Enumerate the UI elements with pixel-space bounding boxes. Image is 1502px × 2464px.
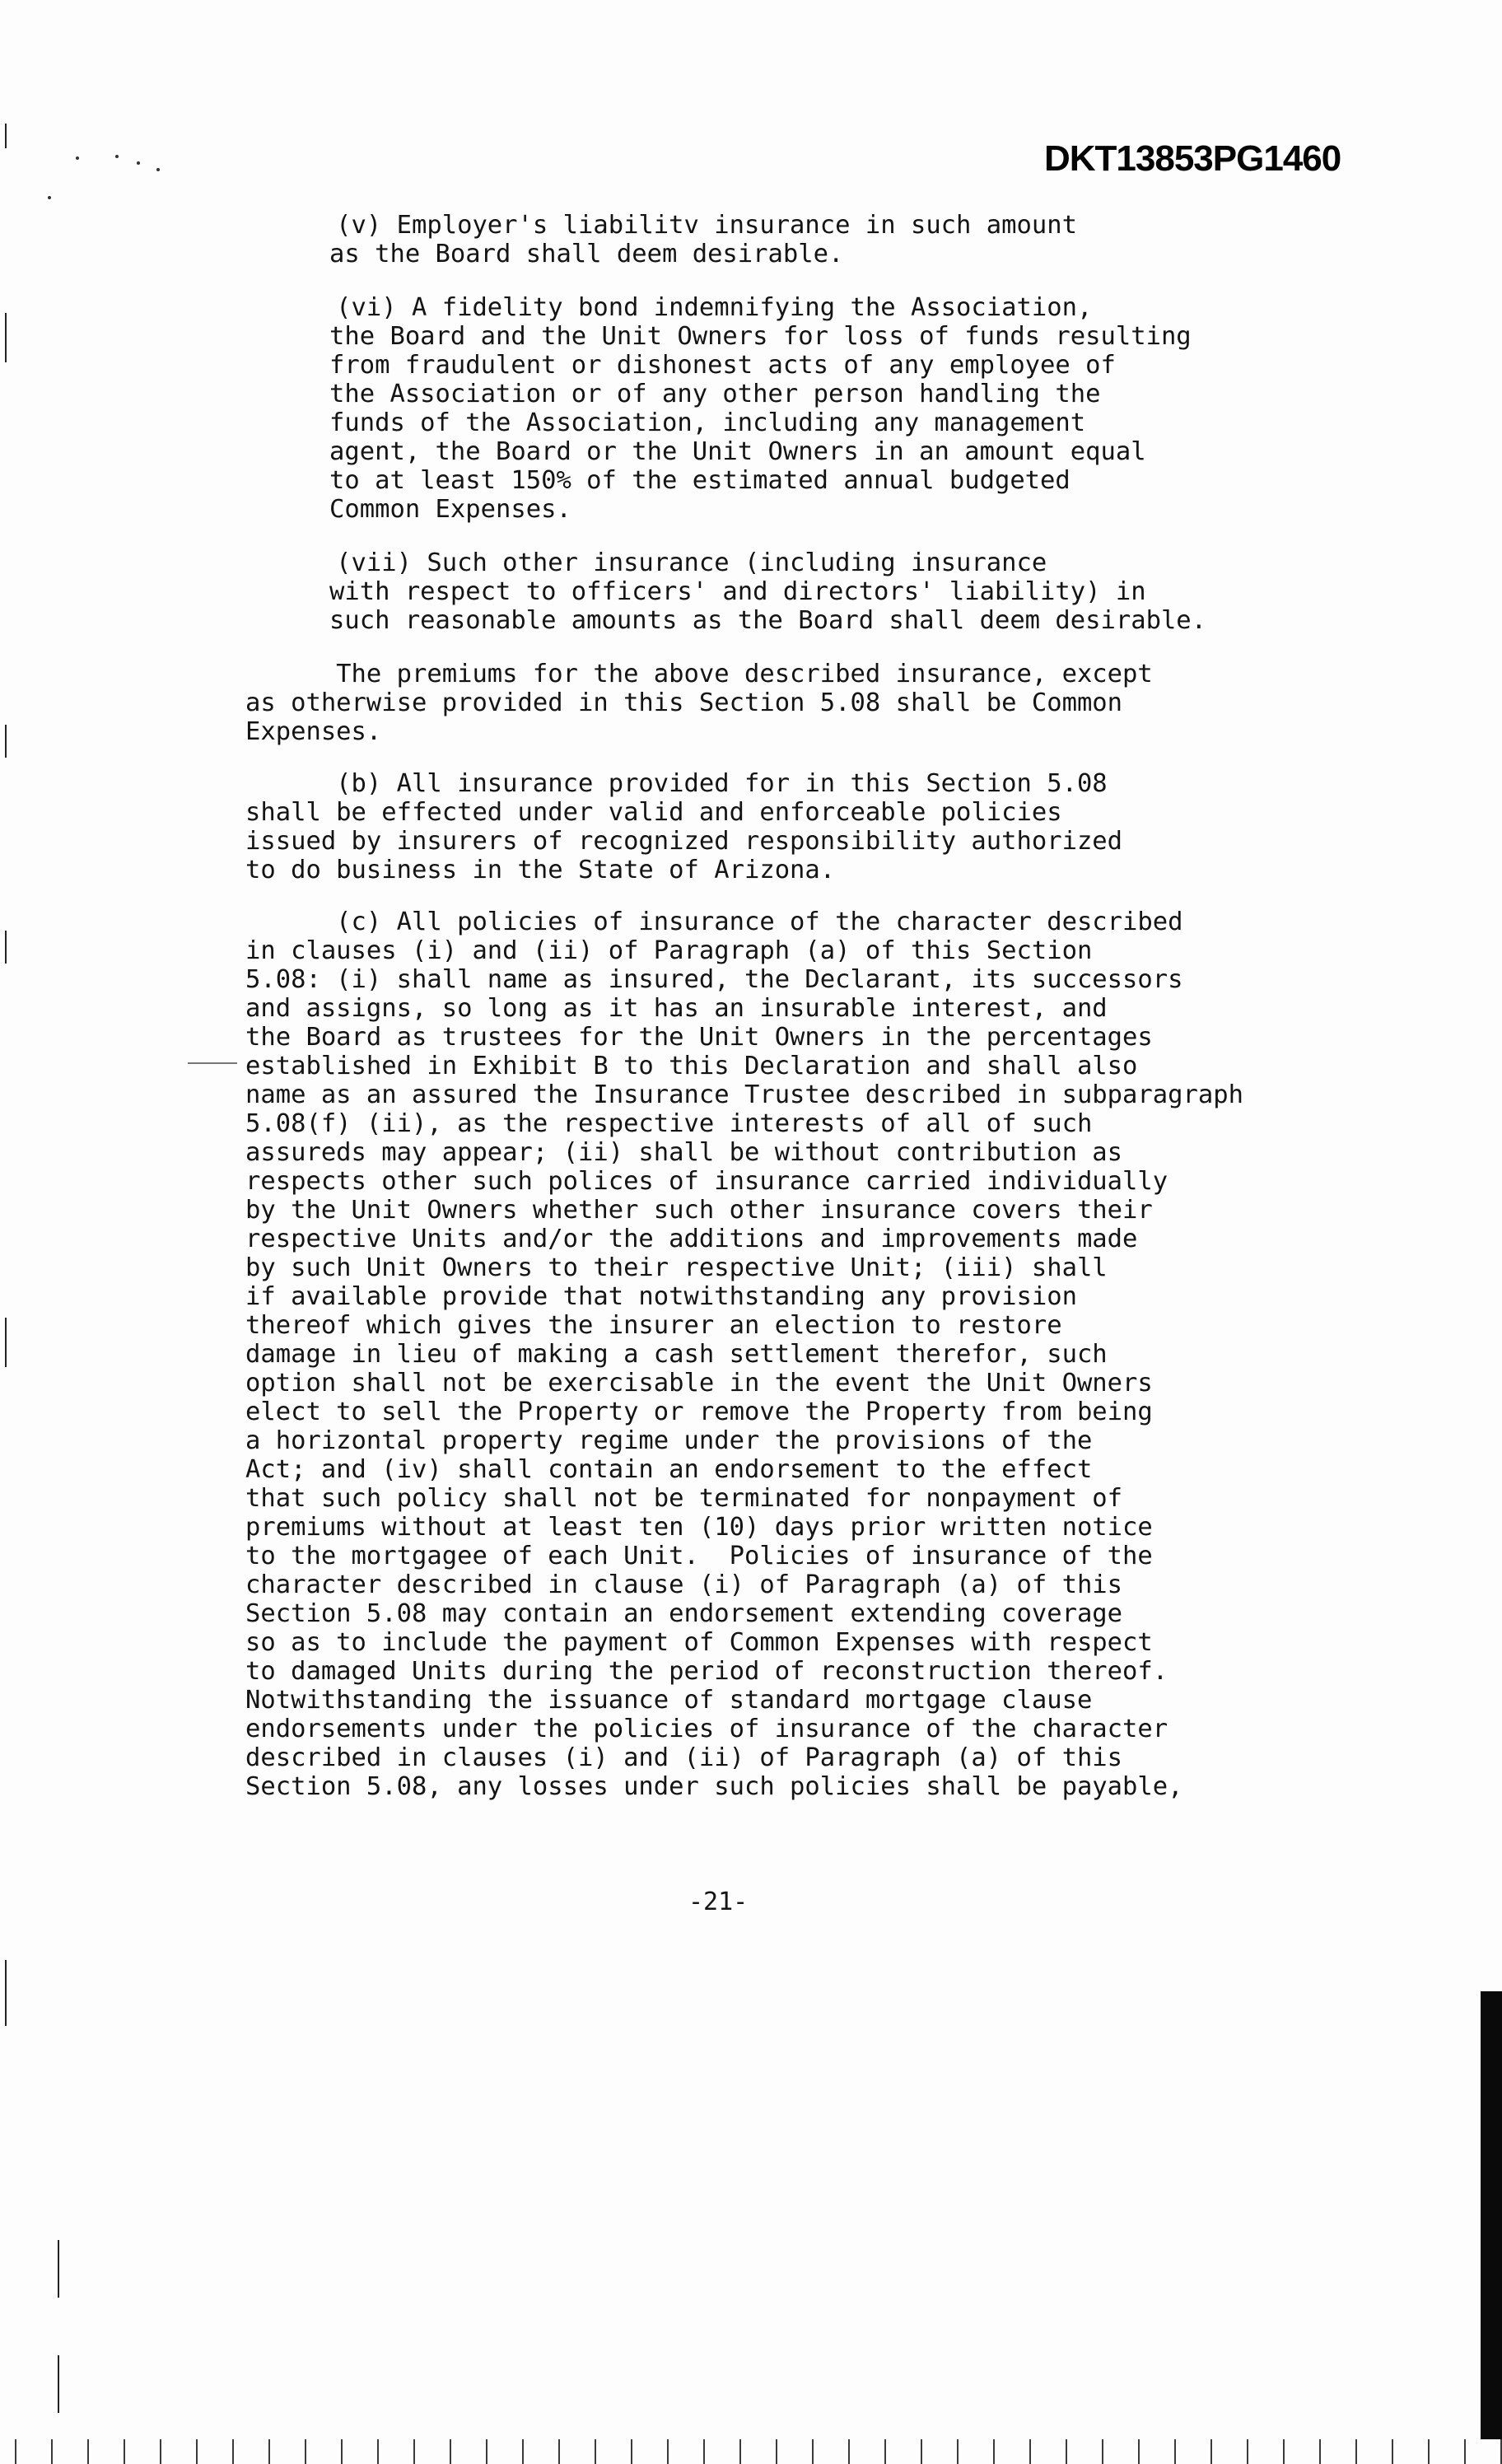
scan-bottom-strip [0, 2439, 1502, 2464]
scan-edge-mark [58, 2240, 59, 2298]
paragraph-vi: (vi) A fidelity bond indemnifying the Association, the Board and the Unit Owners for loss of funds resulting from fraudulent or dishonest acts of any employee of the Association or of any other person handling the funds of the Association, including any management agent, the Board or the Unit Owners in an amount equal to at least 150% of the estimated annual budgeted Common Expenses. [329, 293, 1192, 524]
scan-edge-mark [188, 1062, 237, 1064]
paragraph-c: (c) All policies of insurance of the character described in clauses (i) and (ii) of Paragraph (a) of this Section 5.08: (i) shall name as insured, the Declarant, its successors and assigns, so long as it has an insurable interest, and the Board as trustees for the Unit Owners in the percentages established in Exhibit B to this Declaration and shall also name as an assured the Insurance Trustee described in subparagraph 5.08(f) (ii), as the respective interests of all of such assureds may appear; (ii) shall be without contribution as respects other such polices of insurance carried individually by the Unit Owners whether such other insurance covers their respective Units and/or the additions and improvements made by such Unit Owners to their respective Unit; (iii) shall if available provide that notwithstanding any provision thereof which gives the insurer an election to restore damage in lieu of making a cash settlement therefor, such option shall not be exercisable in the event the Unit Owners elect to sell the Property or remove the Property from being a horizontal property regime under the provisions of the Act; and (iv) shall contain an endorsement to the effect that such policy shall not be terminated for nonpayment of premiums without at least ten (10) days prior written notice to the mortgagee of each Unit. Policies of insurance of the character described in clause (i) of Paragraph (a) of this Section 5.08 may contain an endorsement extending coverage so as to include the payment of Common Expenses with respect to damaged Units during the period of reconstruction thereof. Notwithstanding the issuance of standard mortgage clause endorsements under the policies of insurance of the character described in clauses (i) and (ii) of Paragraph (a) of this Section 5.08, any losses under such policies shall be payable, [245, 908, 1243, 1801]
scan-edge-mark [5, 725, 7, 758]
paragraph-vii: (vii) Such other insurance (including insurance with respect to officers' and directors' liability) in such reasonable amounts as the Board shall deem desirable. [329, 548, 1207, 635]
scan-edge-bar [1481, 1991, 1502, 2464]
paragraph-premiums: The premiums for the above described insurance, except as otherwise provided in this Section 5.08 shall be Common Expenses. [245, 660, 1153, 746]
docket-stamp: DKT13853PG1460 [1044, 138, 1341, 179]
scan-edge-mark [5, 931, 7, 964]
paragraph-v: (v) Employer's liabilitv insurance in such amount as the Board shall deem desirable. [329, 211, 1077, 268]
page-number: -21- [688, 1888, 749, 1916]
scan-edge-mark [5, 313, 7, 362]
document-body [245, 211, 1398, 1801]
scan-edge-mark [5, 124, 7, 148]
scan-edge-mark [58, 2355, 59, 2413]
paragraph-b: (b) All insurance provided for in this Section 5.08 shall be effected under valid and enforceable policies issued by insurers of recognized responsibility authorized to do business in the State of Arizona. [245, 769, 1123, 884]
scan-edge-mark [5, 1318, 7, 1367]
scan-edge-mark [5, 1960, 7, 2026]
